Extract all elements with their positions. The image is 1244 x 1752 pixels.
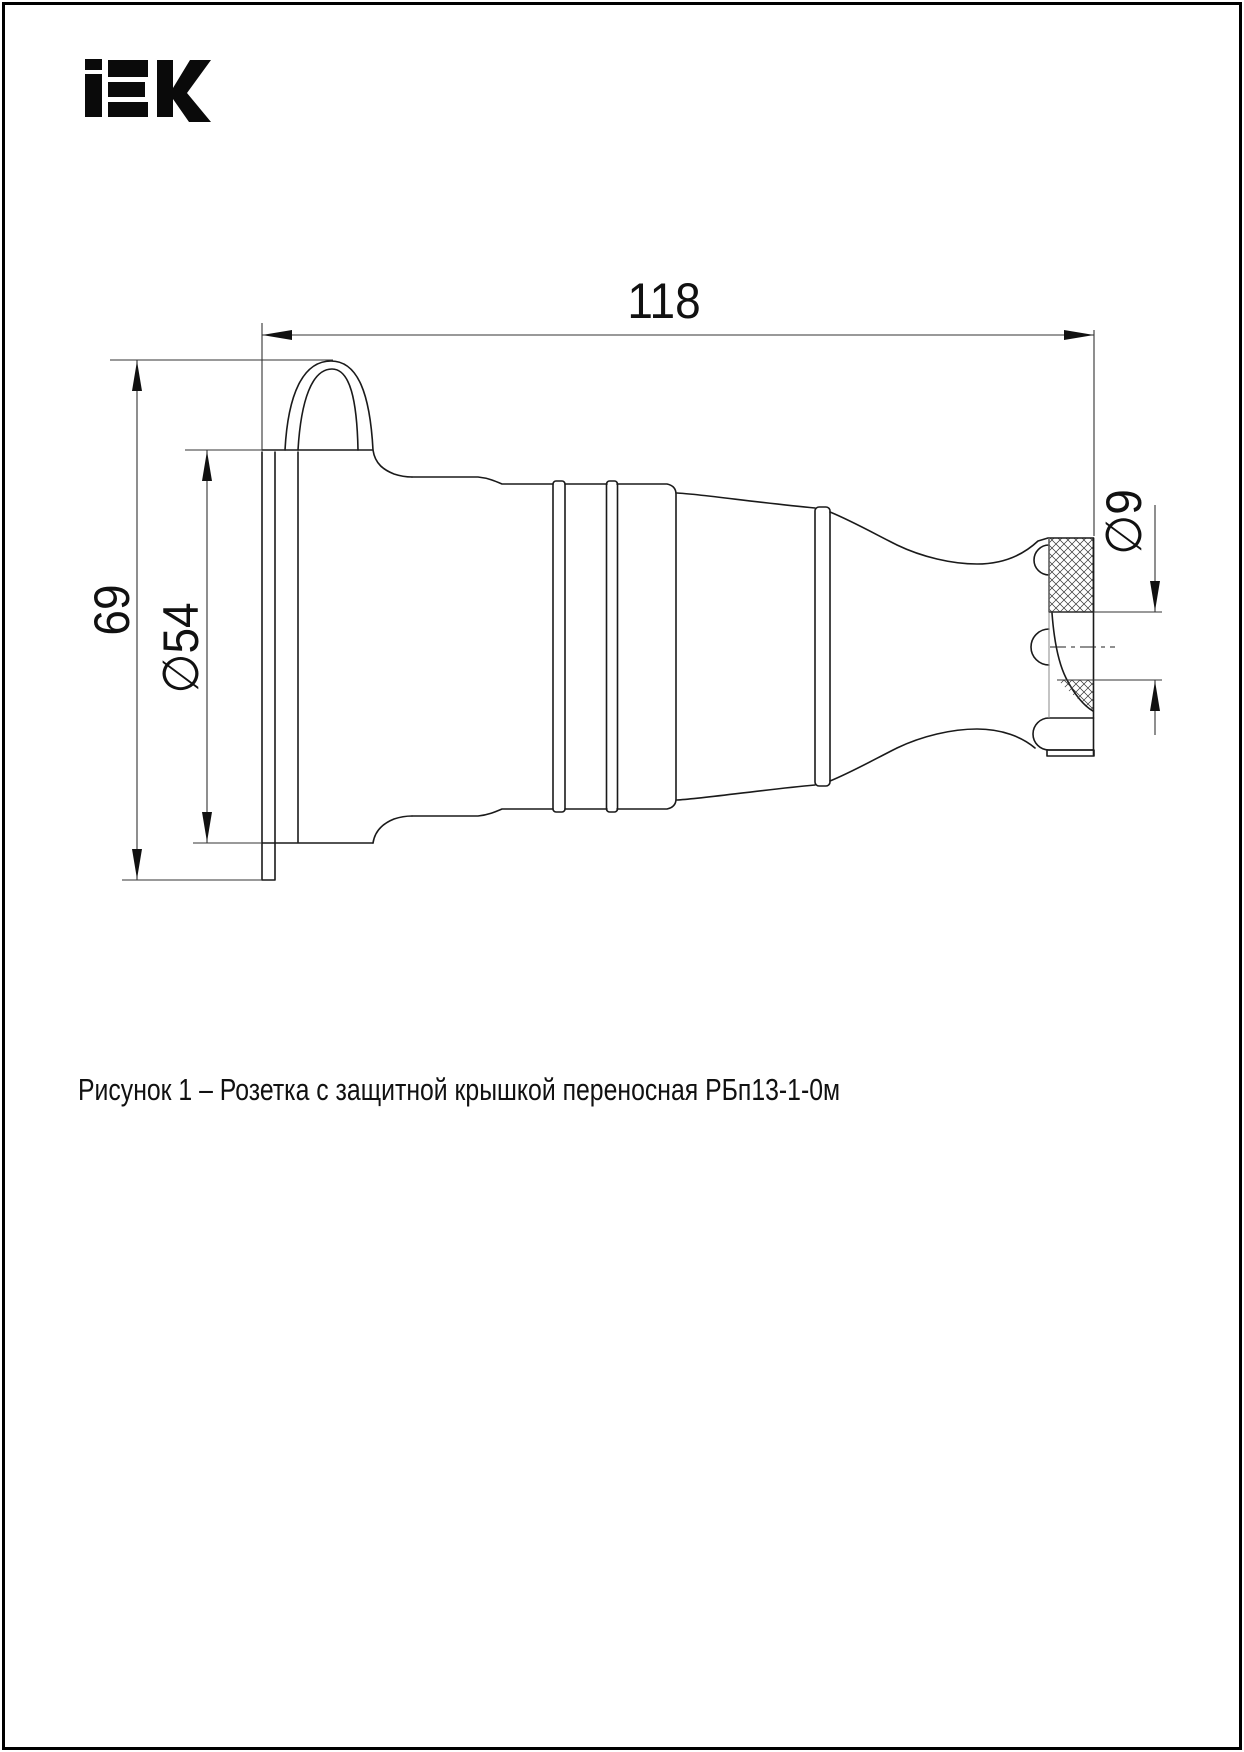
- gland-seal-hatch-bottom: [1058, 680, 1094, 710]
- gland-bump-mid: [1031, 629, 1049, 665]
- dim-label-cable-diameter: ∅9: [1096, 489, 1152, 555]
- gland-seal-hatch-top: [1049, 538, 1094, 612]
- gland-bump-top: [1034, 545, 1049, 575]
- dim-label-body-diameter: ∅54: [153, 602, 209, 694]
- gland-washer: [1047, 750, 1094, 756]
- clamp-ring: [815, 507, 830, 786]
- figure-caption: Рисунок 1 – Розетка с защитной крышкой переносная РБп13-1-0м: [78, 1072, 841, 1107]
- gland-cap: [1033, 718, 1094, 750]
- body-taper: [677, 493, 1048, 800]
- dim-label-height: 69: [84, 584, 140, 636]
- dimension-arrows: [132, 330, 1160, 879]
- body-rib-2: [607, 481, 618, 812]
- dimension-118: [262, 323, 1094, 536]
- socket-body: [373, 477, 676, 843]
- cover-handle-arch: [285, 361, 412, 477]
- cover-flange: [262, 450, 373, 880]
- dim-label-length: 118: [627, 273, 701, 329]
- body-rib-1: [553, 481, 565, 812]
